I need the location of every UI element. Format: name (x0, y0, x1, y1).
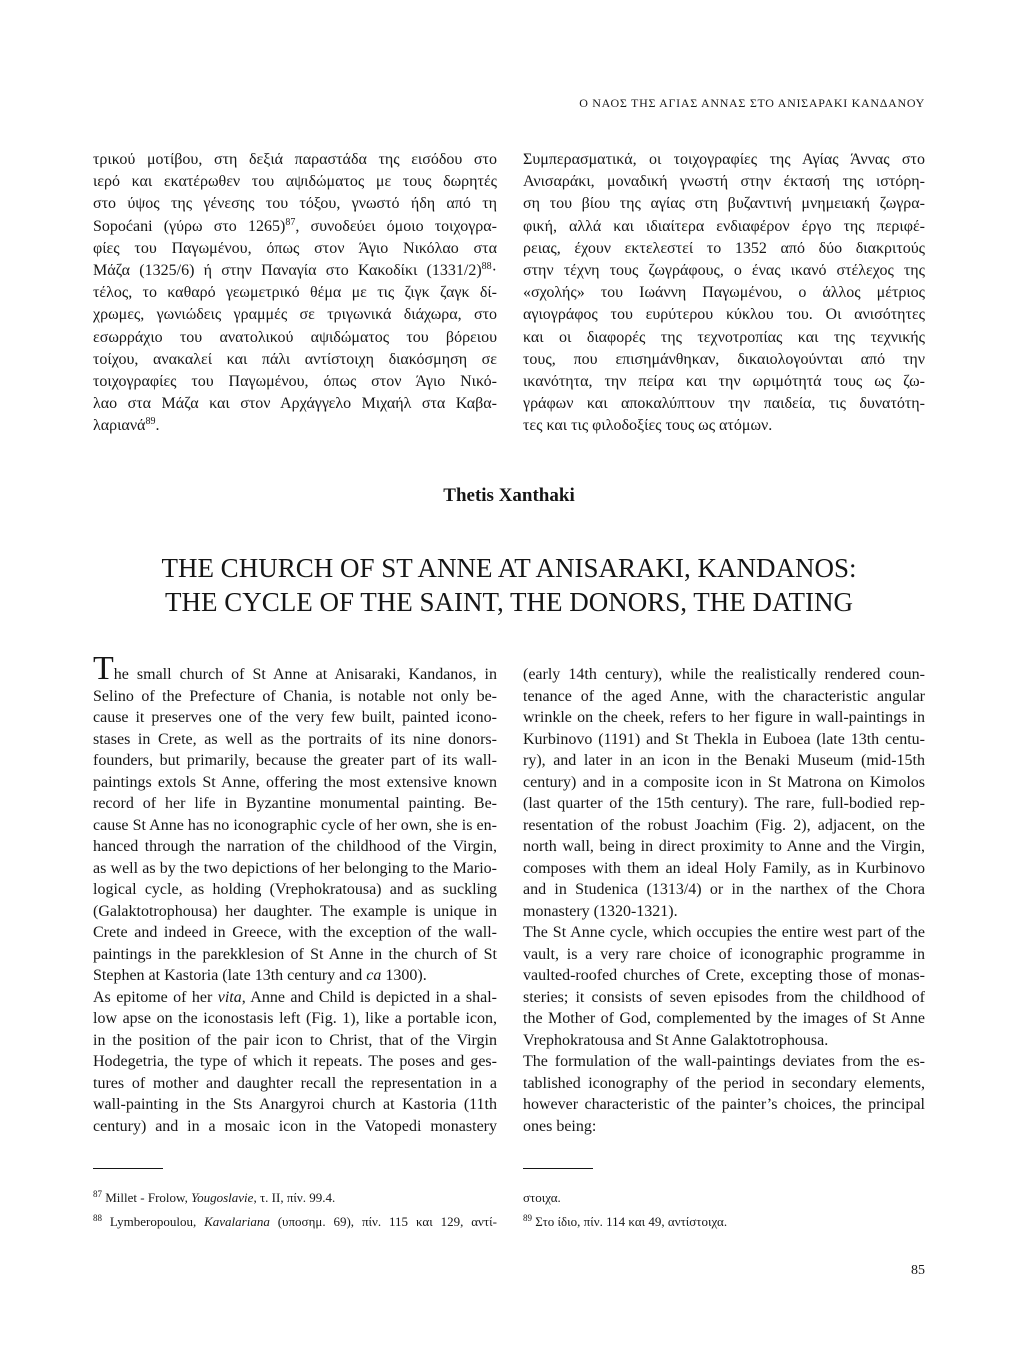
author-name: Thetis Xanthaki (443, 485, 575, 506)
footnote-rule (523, 1168, 593, 1169)
greek-column-left (93, 149, 497, 437)
page-number: 85 (911, 1263, 925, 1278)
paragraph (523, 149, 925, 437)
greek-column-right (523, 149, 925, 437)
text-line: (last quarter of the 15th century). The rare, full-bodied rep- (523, 795, 925, 812)
drop-cap: T (93, 650, 114, 687)
text-line: north wall, being in direct proximity to Anne and the Virgin, (523, 838, 925, 855)
text-line (93, 415, 497, 437)
text-line: wrinkle on the cheek, refers to her figure in wall-paintings in (523, 709, 925, 726)
text-line (93, 216, 497, 238)
text-line: tenance of the aged Anne, with the characteristic angular (523, 687, 925, 705)
text-line: και οι διαφορές της τεχνοτροπίας και της τεχνικής (523, 328, 925, 346)
text-line: hanced through the narration of the childhood of the Virgin, (93, 838, 497, 855)
text-segment: Stephen at Kastoria (late 13th century and (93, 967, 367, 984)
text-line: cause St Anne has no iconographic cycle of her own, she is en- (93, 816, 497, 834)
text-line: φική, αλλά και ιδιαίτερα ενδιαφέρον έργο της περιφέ- (523, 217, 925, 235)
text-line: steries; it consists of seven episodes from the childhood of (523, 988, 925, 1006)
text-line (93, 260, 497, 282)
paragraph (93, 650, 497, 987)
text-line: low apse on the iconostasis left (Fig. 1), like a portable icon, (93, 1010, 497, 1027)
text-segment: 1300). (381, 967, 427, 984)
text-line: τέλος, το καθαρό γεωμετρικό θέμα με τις ζιγκ ζαγκ δί- (93, 284, 497, 302)
text-line: vault, is a very rare choice of iconographic programme in (523, 945, 925, 963)
text-line (93, 1210, 497, 1234)
italic-text: Kavalariana (204, 1214, 270, 1229)
paragraph (523, 922, 925, 1051)
text-line (93, 987, 497, 1009)
text-line: ones being: (523, 1117, 597, 1135)
text-line (93, 650, 497, 687)
text-line: τες και τις φιλοδοξίες τους ως ατόμων. (523, 417, 773, 435)
text-line: τοίχου, ανακαλεί και πάλι αντίστοιχη διακόσμηση σε (93, 350, 497, 368)
text-segment: , συνοδεύει όμοιο τοιχογρα- (295, 217, 497, 235)
text-line: as well as by the two depictions of her belonging to the Mario- (93, 859, 497, 877)
english-column-right (523, 664, 925, 1137)
text-line: Συμπερασματικά, οι τοιχογραφίες της Αγίας Άννας στο (523, 151, 925, 168)
text-segment: Millet - Frolow, (102, 1190, 192, 1205)
text-line: γράφων και αποκαλύπτουν την παιδεία, τις δυνατότη- (523, 395, 925, 413)
text-line: record of her life in Byzantine monumental painting. Be- (93, 795, 497, 812)
text-line: στην τέχνη τους ζωγράφους, ο ένας ικανό στέλεχος της (523, 261, 925, 279)
text-line: composes with them an ideal Holy Family, as in Kurbinovo (523, 859, 925, 877)
text-line: however characteristic of the painter’s choices, the principal (523, 1096, 925, 1113)
paragraph (523, 1051, 925, 1137)
text-line: tures of mother and daughter recall the representation in a (93, 1074, 497, 1092)
text-line: ρειας, έχουν εκτελεστεί το 1352 από δύο διακριτούς (523, 239, 925, 257)
title-line: THE CHURCH OF ST ANNE AT ANISARAKI, KANDANOS: (161, 553, 857, 583)
text-line: Kurbinovo (1191) and St Thekla in Euboea (late 13th centu- (523, 730, 925, 748)
text-line: The formulation of the wall-paintings deviates from the es- (523, 1053, 925, 1070)
text-line: Ανισαράκι, μοναδική γνωστή στην έκτασή της ιστόρη- (523, 173, 925, 191)
text-line: χρωμες, γωνιώδεις γραμμές σε τριγωνικά διάχωρα, στο (93, 306, 497, 324)
text-segment: As epitome of her (93, 988, 218, 1006)
paragraph (523, 1186, 925, 1210)
text-line: στοιχα. (523, 1190, 561, 1205)
text-line: stases in Crete, as well as the portraits of its nine donors- (93, 730, 497, 748)
paragraph (93, 1210, 497, 1234)
paragraph (93, 149, 497, 437)
text-segment: Στο ίδιο, πίν. 114 και 49, αντίστοιχα. (532, 1214, 728, 1229)
paragraph (523, 664, 925, 922)
text-segment: λαριανά (93, 417, 146, 435)
italic-text: Yougoslavie (191, 1190, 254, 1205)
text-line: λαο στα Μάζα και στον Αρχάγγελο Μιχαήλ στα Καβα- (93, 395, 497, 413)
english-column-left (93, 650, 497, 1137)
text-line: ry), and later in an icon in the Benaki Museum (mid-15th (523, 752, 925, 769)
text-line: Hodegetria, the type of which it repeats. The poses and ges- (93, 1053, 497, 1070)
text-segment: Sopoćani (γύρω στο 1265) (93, 217, 286, 235)
footnote-reference: 87 (93, 1189, 102, 1199)
footnote-reference: 89 (523, 1213, 532, 1223)
text-line: εσωρράχιο του ανατολικού αψιδώματος του βόρειου (93, 328, 497, 346)
text-line: and in Studenica (1313/4) or in the narthex of the Chora (523, 881, 925, 898)
footnote-reference: 87 (285, 216, 296, 228)
text-line: (Galaktotrophousa) her daughter. The example is unique in (93, 902, 497, 920)
text-line: monastery (1320-1321). (523, 902, 678, 920)
text-line: τοιχογραφίες του Παγωμένου, όπως στον Άγιο Νικό- (93, 372, 497, 390)
text-line: cause it preserves one of the very few built, painted icono- (93, 709, 497, 726)
text-line: paintings in the parekklesion of St Anne in the church of St (93, 945, 497, 963)
text-segment: (υποσημ. 69), πίν. 115 και 129, αντί- (269, 1214, 497, 1229)
text-segment: Μάζα (1325/6) ή στην Παναγία στο Κακοδίκι (1331/2) (93, 261, 482, 279)
text-segment: , τ. II, πίν. 99.4. (253, 1190, 336, 1205)
italic-text: vita (217, 988, 242, 1006)
text-line: στο ύψος της γένεσης του τόξου, γνωστό ήδη από τη (93, 195, 497, 213)
paragraph (523, 1210, 925, 1234)
text-line: τους, που επισημάνθηκαν, δικαιολογούνται από την (523, 350, 925, 368)
text-line: century) and in a mosaic icon in the Vatopedi monastery (93, 1117, 497, 1135)
footnote-reference: 89 (145, 416, 156, 428)
text-line: vaulted-roofed churches of Crete, excepting those of monas- (523, 967, 925, 984)
italic-text: ca (366, 967, 382, 984)
paragraph (93, 1186, 497, 1210)
text-line: resentation of the robust Joachim (Fig. 2), adjacent, on the (523, 816, 925, 834)
text-line: τρικού μοτίβου, στη δεξιά παραστάδα της εισόδου στο (93, 151, 497, 168)
footnotes-right (523, 1186, 925, 1234)
text-line: ση του βίου της αγίας στη βυζαντινή μνημειακή ζωγρα- (523, 195, 925, 213)
paragraph (93, 987, 497, 1138)
text-line: the Mother of God, complemented by the images of St Anne (523, 1010, 925, 1027)
footnote-reference: 88 (93, 1213, 102, 1223)
text-line: century) and in a composite icon in St Matrona on Kimolos (523, 773, 925, 791)
text-line: founders, but primarily, because the greater part of its wall- (93, 752, 497, 769)
running-head: Ο ΝΑΟΣ ΤΗΣ ΑΓΙΑΣ ΑΝΝΑΣ ΣΤΟ ΑΝΙΣΑΡΑΚΙ ΚΑΝΔΑΝΟΥ (579, 96, 925, 110)
text-line: Vrephokratousa and St Anne Galaktotrophousa. (523, 1031, 829, 1049)
text-line: Crete and indeed in Greece, with the exception of the wall- (93, 924, 497, 941)
text-line: Selino of the Prefecture of Chania, is notable not only be- (93, 687, 497, 705)
text-line: logical cycle, as holding (Vrephokratousa) and as suckling (93, 881, 497, 898)
text-segment: Lymberopoulou, (102, 1214, 205, 1229)
text-line: αγιογράφος του ευρύτερου κύκλου του. Οι ανισότητες (523, 306, 925, 324)
footnotes-left (93, 1186, 497, 1234)
text-line: ικανότητα, την πείρα και την ωριμότητά τους ως ζω- (523, 372, 925, 390)
text-line: paintings extols St Anne, offering the most extensive known (93, 773, 497, 791)
text-segment: he small church of St Anne at Anisaraki, Kandanos, in (113, 666, 497, 683)
text-line: The St Anne cycle, which occupies the entire west part of the (523, 924, 925, 941)
text-line (93, 1186, 497, 1210)
title-line: THE CYCLE OF THE SAINT, THE DONORS, THE DATING (165, 587, 853, 617)
text-line: (early 14th century), while the realistically rendered coun- (523, 666, 925, 683)
text-line (93, 965, 497, 987)
text-line: tablished iconography of the period in secondary elements, (523, 1074, 925, 1092)
text-line: «σχολής» του Ιωάννη Παγωμένου, ο άλλος μέτριος (523, 284, 925, 302)
article-title (93, 551, 925, 619)
text-segment: · (491, 261, 497, 279)
text-line: φίες του Παγωμένου, όπως στον Άγιο Νικόλαο στα (93, 239, 497, 257)
text-segment: . (155, 417, 160, 435)
footnote-rule (93, 1168, 163, 1169)
footnote-reference: 88 (481, 260, 492, 272)
text-line: in the position of the pair icon to Christ, that of the Virgin (93, 1031, 497, 1049)
text-line: wall-painting in the Sts Anargyroi church at Kastoria (11th (93, 1096, 497, 1113)
text-segment: , Anne and Child is depicted in a shal- (241, 988, 497, 1006)
text-line (523, 1210, 925, 1234)
text-line: ιερό και εκατέρωθεν του αψιδώματος με τους δωρητές (93, 173, 497, 191)
